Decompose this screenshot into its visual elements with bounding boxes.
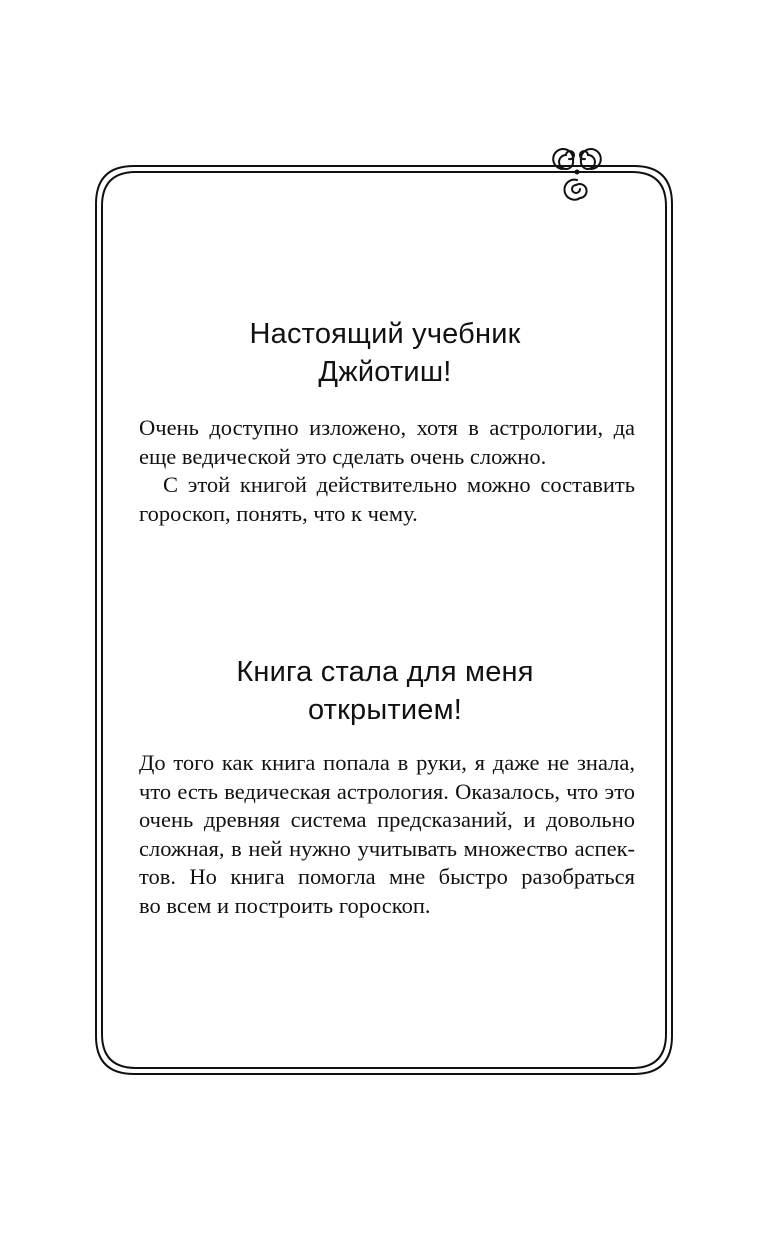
text-line: тов. Но книга помогла мне быстро разобраться [139, 864, 635, 889]
review1-body [139, 414, 635, 528]
review1-heading-line1: Настоящий учебник [249, 318, 521, 350]
review1-heading-line2: Джйотиш! [318, 356, 452, 388]
text-line: во всем и построить гороскоп. [139, 892, 431, 918]
review1-paragraph-2 [139, 471, 635, 528]
triskelion-spiral-icon [553, 149, 601, 200]
text-line: очень древняя система предсказаний, и довольно [139, 807, 635, 832]
review2-paragraph-1 [139, 749, 635, 920]
review2-heading [130, 653, 640, 729]
text-line: сложная, в ней нужно учитывать множество аспек- [139, 835, 635, 861]
review2-body [139, 749, 635, 920]
review1-heading [130, 315, 640, 391]
text-line: Очень доступно изложено, хотя в астрологии, да [139, 415, 635, 440]
review1-paragraph-1 [139, 414, 635, 471]
text-line: До того как книга попала в руки, я даже не знала, [139, 750, 635, 775]
review2-heading-line2: открытием! [307, 694, 463, 726]
text-line: гороскоп, понять, что к чему. [139, 500, 418, 526]
text-line: С этой книгой действительно можно составить [163, 472, 635, 497]
text-line: еще ведической это сделать очень сложно. [139, 443, 547, 469]
text-line: что есть ведическая астрология. Оказалось, что это [139, 778, 635, 804]
review2-heading-line1: Книга стала для меня [236, 656, 534, 688]
